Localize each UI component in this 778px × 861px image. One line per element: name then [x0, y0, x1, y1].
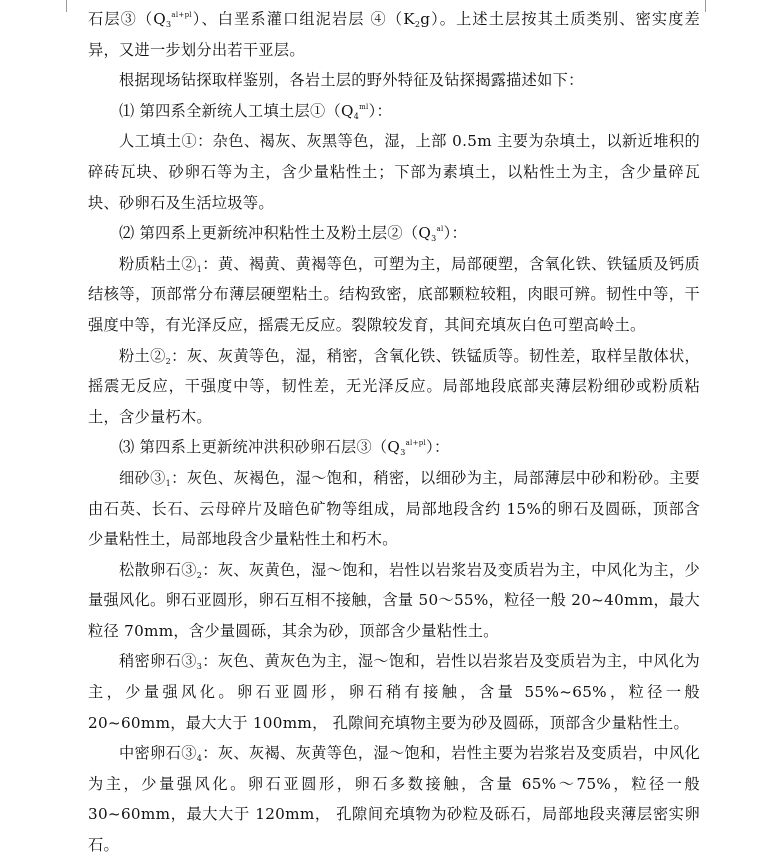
paragraph-text: K — [403, 10, 415, 28]
right-crop-mark — [705, 0, 706, 12]
subscript-text: 2 — [414, 20, 421, 29]
document-body — [88, 4, 700, 861]
paragraph-text: 稍密卵石③ — [119, 652, 197, 671]
paragraph-text: ：黄、褐黄、黄褐等色，可塑为主，局部硬塑，含氧化铁、铁锰质及钙质结核等，顶部常分布薄层硬塑粘土。结构致密，底部颗粒较粗，肉眼可辨。韧性中等，干强度中等，有光泽反应，摇震无反应。裂隙较发育，其间充填灰白色可塑高岭土。 — [88, 254, 701, 334]
paragraph-text: 细砂③ — [119, 468, 166, 487]
paragraph — [88, 555, 700, 647]
paragraph-text: Q — [153, 10, 167, 28]
paragraph-text: ：灰、灰褐、灰黄等色，湿～饱和，岩性主要为岩浆岩及变质岩，中风化为主，少量强风化。卵石亚圆形，卵石多数接触，含量 65%～75%，粒径一般 30~60mm，最大大于 120mm， 孔隙间充填物为砂粒及砾石，局部地段夹薄层密实卵石。 — [88, 744, 701, 855]
paragraph — [88, 96, 700, 127]
paragraph — [88, 646, 700, 738]
paragraph — [88, 738, 700, 860]
superscript-text: al+pl — [171, 11, 192, 19]
paragraph-text: ）、白垩系灌口组泥岩层 ④（ — [191, 10, 404, 28]
paragraph-text: ⑴ 第四系全新统人工填土层①（ — [119, 101, 341, 120]
paragraph-text: Q — [340, 101, 354, 120]
paragraph-text: 粉质粘土② — [119, 254, 197, 273]
paragraph-text: Q — [418, 224, 432, 243]
paragraph-text: 中密卵石③ — [119, 744, 197, 763]
paragraph-text: ：灰色、黄灰色为主，湿～饱和，岩性以岩浆岩及变质岩为主，中风化为主，少量强风化。卵石亚圆形，卵石稍有接触，含量 55%~65%，粒径一般 20~60mm，最大大于 100mm， 孔隙间充填物主要为砂及圆砾，顶部含少量粘性土。 — [88, 652, 701, 732]
paragraph-text: 根据现场钻探取样鉴别，各岩土层的野外特征及钻探揭露描述如下： — [119, 71, 584, 90]
subscript-text: 4 — [196, 754, 203, 764]
paragraph-text: 石层③（ — [88, 10, 154, 28]
superscript-text: ml — [359, 102, 369, 111]
superscript-text: al — [436, 225, 444, 234]
paragraph — [88, 65, 700, 96]
subscript-text: 3 — [196, 662, 203, 672]
subscript-text: 4 — [353, 111, 360, 121]
subscript-text: 3 — [431, 234, 437, 244]
paragraph-text: ：灰色、灰褐色，湿～饱和，稍密，以细砂为主，局部薄层中砂和粉砂。主要由石英、长石、云母碎片及暗色矿物等组成，局部地段含约 15%的卵石及圆砾，顶部含少量粘性土，局部地段含少量粘性土和朽木。 — [88, 468, 700, 549]
paragraph — [88, 463, 700, 555]
subscript-text: 3 — [166, 20, 172, 29]
paragraph-text: 粉土② — [119, 346, 166, 365]
paragraph-text: Q — [387, 438, 401, 457]
subscript-text: 3 — [400, 448, 406, 458]
paragraph-text: ：灰、灰黄等色，湿，稍密，含氧化铁、铁锰质等。韧性差，取样呈散体状，摇震无反应，干强度中等，韧性差，无光泽反应。局部地段底部夹薄层粉细砂或粉质粘土，含少量朽木。 — [88, 346, 700, 426]
paragraph-text: ）： — [426, 438, 450, 457]
paragraph — [88, 249, 700, 341]
paragraph — [88, 432, 700, 463]
paragraph-text: 松散卵石③ — [119, 560, 197, 579]
subscript-text: 1 — [196, 264, 203, 274]
paragraph-text: ）： — [368, 101, 392, 120]
paragraph — [88, 4, 700, 65]
paragraph-text: ⑶ 第四系上更新统冲洪积砂卵石层③（ — [119, 438, 388, 457]
paragraph-text: ）。上述土层按其土质类别、密实度差异，又进一步划分出若干亚层。 — [88, 10, 701, 59]
subscript-text: 1 — [165, 478, 172, 488]
paragraph-text: g — [420, 10, 431, 28]
paragraph-text: ⑵ 第四系上更新统冲积粘性土及粉土层②（ — [119, 224, 419, 243]
left-crop-mark — [66, 0, 67, 12]
paragraph — [88, 341, 700, 433]
paragraph — [88, 126, 700, 218]
paragraph — [88, 218, 700, 249]
paragraph-text: ）： — [443, 224, 467, 243]
subscript-text: 2 — [196, 570, 203, 580]
paragraph-text: ：灰、灰黄色，湿～饱和，岩性以岩浆岩及变质岩为主，中风化为主，少量强风化。卵石亚圆形，卵石互相不接触，含量 50～55%，粒径一般 20~40mm，最大粒径 70mm，含少量圆砾，其余为砂，顶部含少量粘性土。 — [88, 560, 701, 640]
superscript-text: al+pl — [405, 439, 427, 448]
subscript-text: 2 — [165, 356, 172, 366]
paragraph-text: 人工填土①：杂色、褐灰、灰黑等色，湿，上部 0.5m 主要为杂填土，以新近堆积的碎砖瓦块、砂卵石等为主，含少量粘性土；下部为素填土，以粘性土为主，含少量碎瓦块、砂卵石及生活垃圾等。 — [88, 132, 700, 212]
